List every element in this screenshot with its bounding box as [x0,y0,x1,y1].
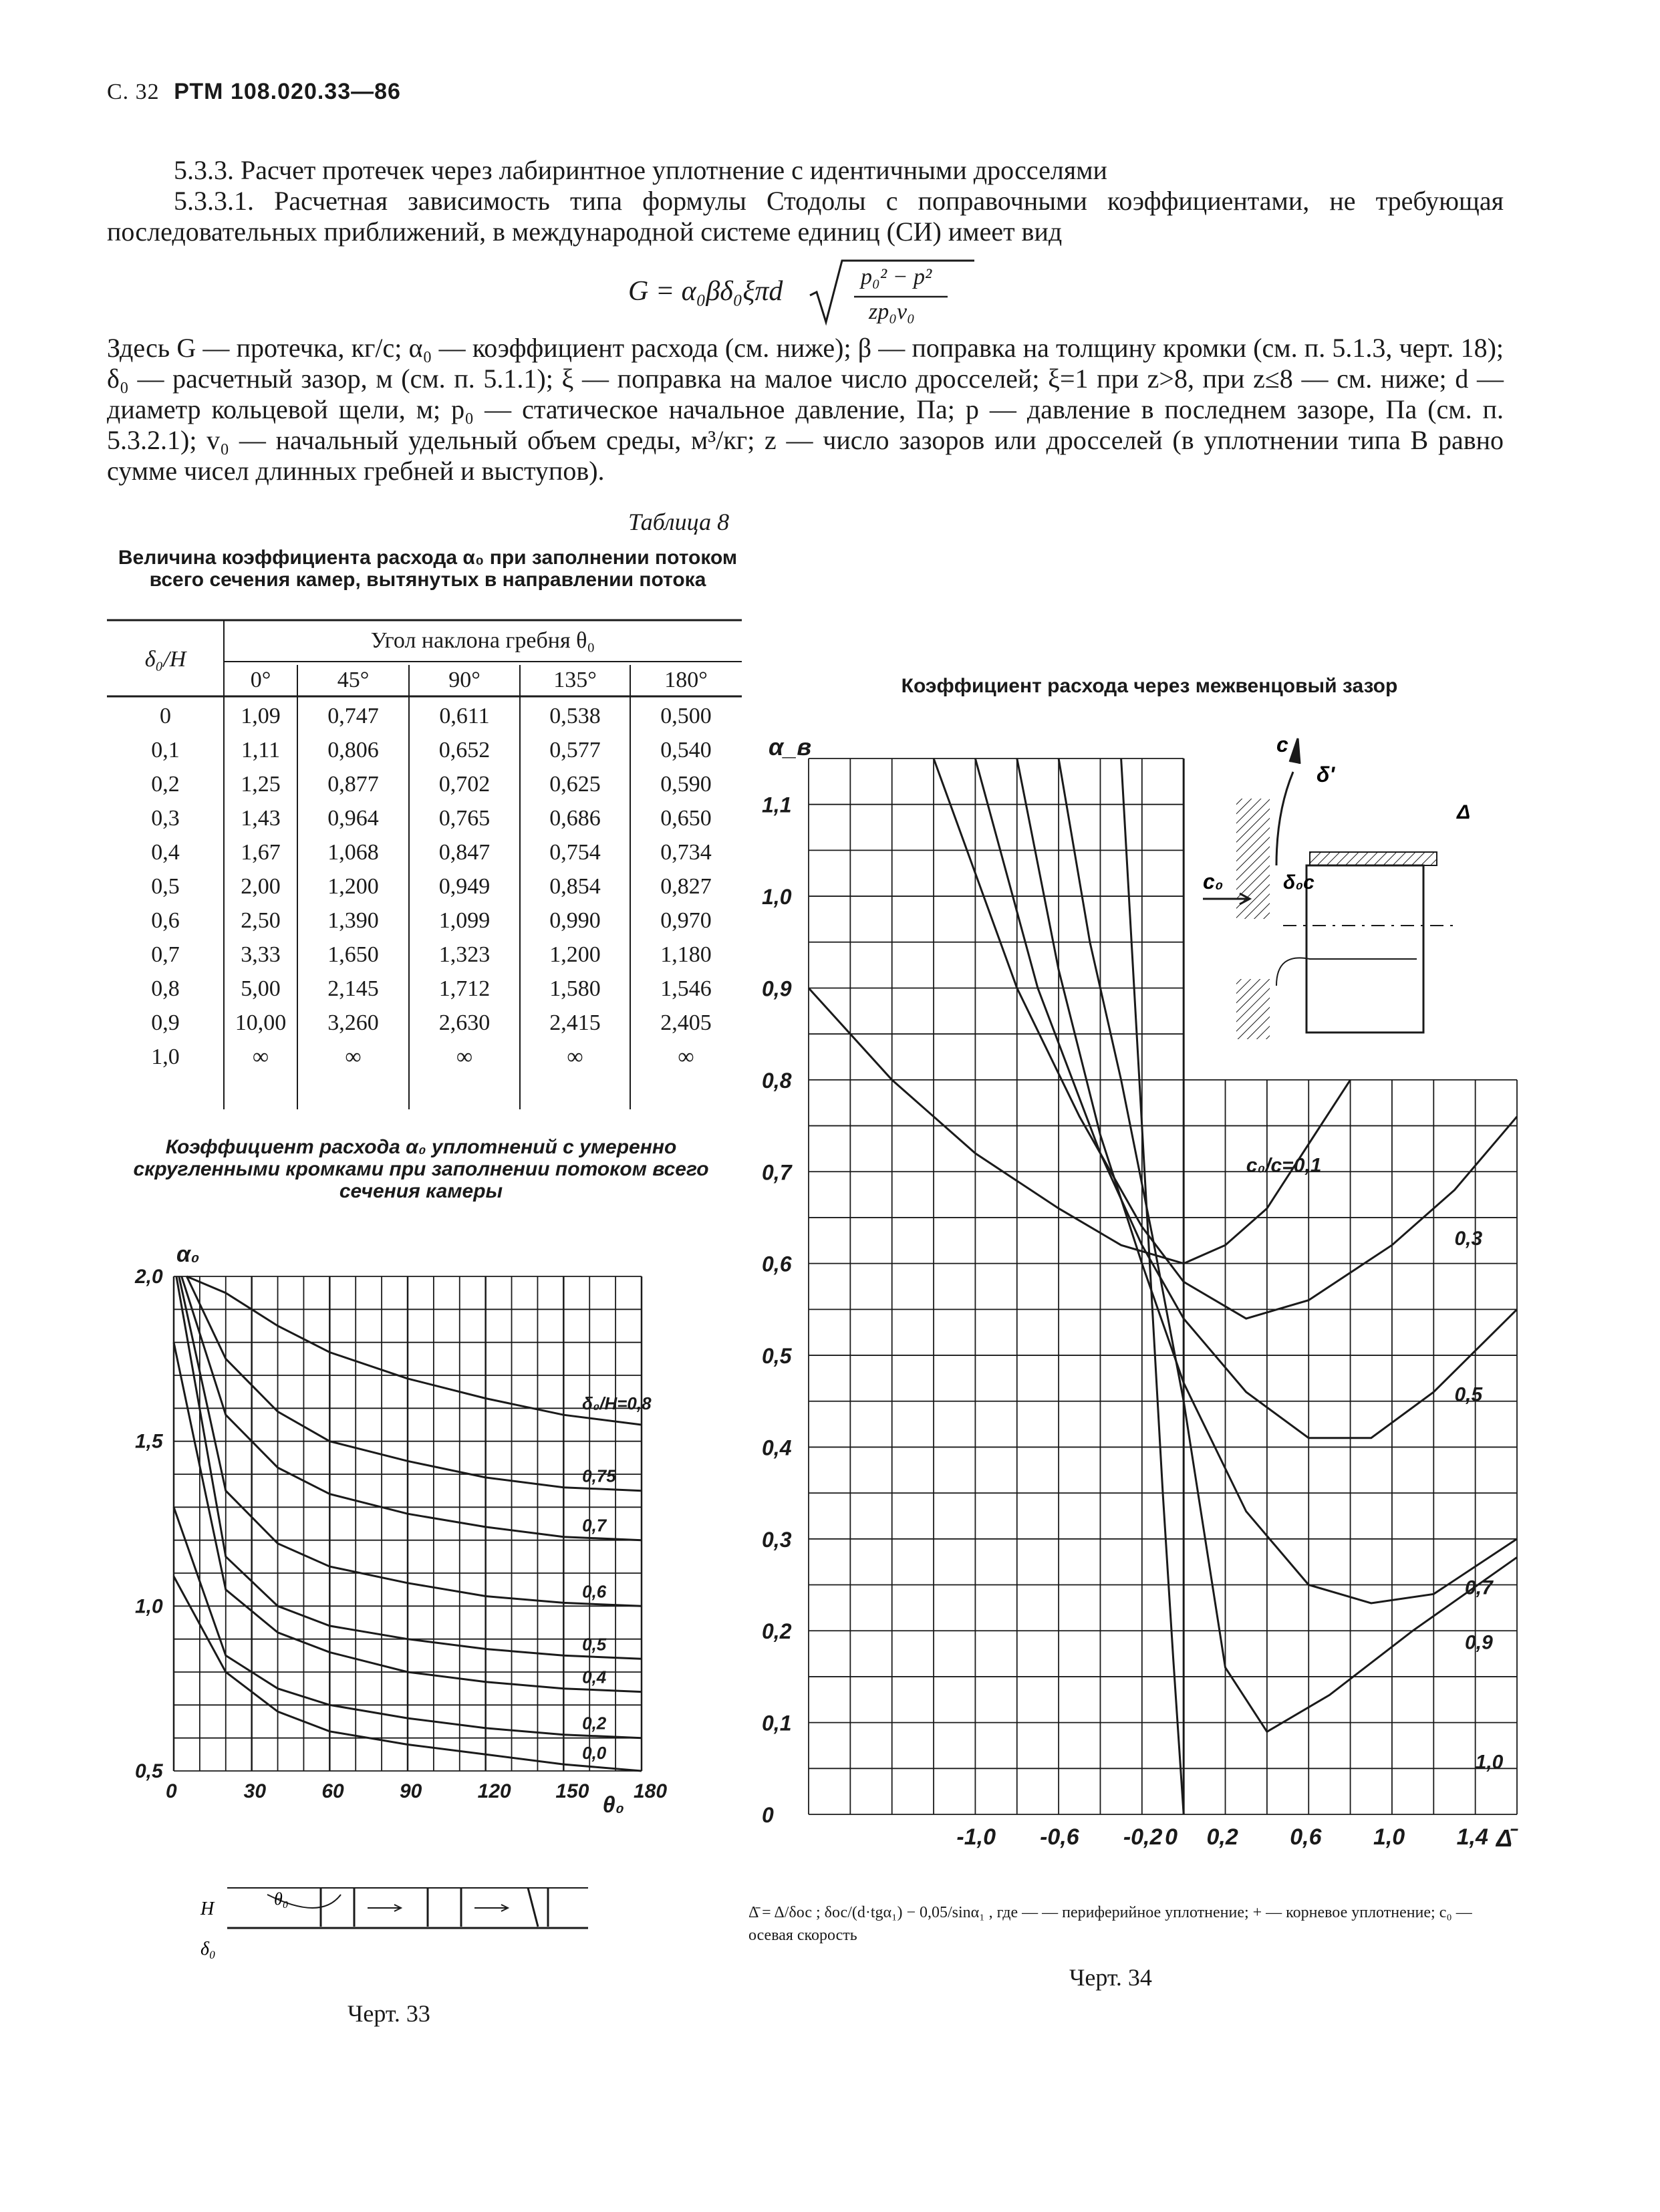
table8-cell: 0,806 [327,737,379,763]
table-row [107,904,742,938]
table-row [107,699,742,733]
document-code: РТМ 108.020.33—86 [174,79,401,104]
y-tick-label: 1,0 [762,885,792,910]
x-tick-label: 0,6 [1290,1824,1322,1850]
table8-cell: 0,538 [549,703,601,728]
y-tick-label: 0,1 [762,1711,792,1736]
table8-row-key: 0,3 [151,805,180,831]
table8-cell: 2,415 [549,1010,601,1035]
table8-cell: 1,67 [241,839,281,865]
x-tick-label: 60 [321,1780,344,1802]
table-row [107,835,742,869]
y-tick-label: 0,9 [762,976,792,1001]
table8-cell: 1,390 [327,908,379,933]
table-row [107,1040,742,1074]
chart33-series [174,1276,652,1771]
x-axis-label: θ₀ [602,1792,625,1818]
table8-cell: 0,686 [549,805,601,831]
chart33-grid [174,1276,642,1771]
x-tick-label: 90 [400,1780,422,1802]
table8-col-header: 45° [337,668,370,692]
table8-cell: 1,200 [327,873,379,899]
paragraph-legend: Здесь G — протечка, кг/с; α₀ — коэффициент расхода (см. ниже); β — поправка на толщину кромки (см. п. 5.1.3, черт. 18); δ₀ — расчетный зазор, м (см. п. 5.1.1); ξ — поправка на малое число дросселей; ξ=1 при z>8, при z≤8 — см. ниже; d — диаметр кольцевой щели, м; p₀ — статическое начальное давление, Па; p — давление в последнем зазоре, Па (см. п. 5.3.2.1); v₀ — начальный удельный объем среды, м³/кг; z — число зазоров или дросселей (в уплотнении типа В равно сумме чисел длинных гребней и выступов). [107,333,1504,486]
svg-text:θ₀: θ₀ [274,1889,289,1909]
table8-cell: 1,25 [241,771,281,797]
table8-cell: 0,577 [549,737,601,763]
y-tick-label: 0 [762,1803,774,1827]
y-tick-label: 1,0 [135,1595,163,1618]
formula-numerator: p₀² − p² [861,265,932,289]
series-label: 0,0 [582,1743,607,1764]
table8-cell: ∞ [678,1044,694,1069]
series-label: 0,9 [1465,1631,1493,1654]
series-label: 1,0 [1475,1751,1504,1774]
table-title: Величина коэффициента расхода α₀ при заполнении потоком всего сечения камер, вытянутых в направлении потока [118,547,738,591]
table8-cell: 1,43 [241,805,281,831]
table8-cell: 3,33 [241,942,281,967]
series-label: 0,2 [582,1713,607,1734]
x-tick-label: 30 [243,1780,267,1802]
table8-cell: 2,00 [241,873,281,899]
table8-row-key: 0,5 [151,873,180,899]
y-tick-label: 0,5 [762,1344,792,1369]
table8-cell: 0,877 [327,771,379,797]
x-tick-label: 1,0 [1373,1824,1405,1850]
chart33-seal-schematic [187,1868,601,1961]
x-tick-label: 0 [1165,1824,1178,1850]
series-line [1121,758,1184,1814]
table8-cell: 1,323 [438,942,491,967]
fig34-note: Δ̄ = Δ/δос ; δос/(d·tgα₁) − 0,05/sinα₁ , где — — периферийное уплотнение; + — корневое уплотнение; c₀ — осевая скорость [748,1904,1472,1944]
table-row [107,938,742,972]
svg-text:δ₀c: δ₀c [1283,871,1315,893]
y-axis-label: α₀ [176,1242,200,1267]
y-tick-label: 0,5 [135,1760,163,1782]
svg-text:δ': δ' [1317,763,1335,787]
table8-cell: 5,00 [241,976,281,1001]
svg-text:c: c [1276,732,1288,756]
chart34-title: Коэффициент расхода через межвенцовый зазор [901,675,1398,697]
table8-row-key: 1,0 [151,1044,180,1069]
y-tick-label: 0,7 [762,1160,792,1185]
x-tick-label: 0 [166,1780,177,1802]
table8-cell: 2,50 [241,908,281,933]
table8-cell: 1,068 [327,839,379,865]
table8-cell: 0,847 [438,839,491,865]
section-title: 5.3.3. Расчет протечек через лабиринтное уплотнение с идентичными дросселями [174,155,1107,185]
table8-body [107,699,742,1074]
table8-row-key: 0 [160,703,171,728]
x-tick-label: 120 [477,1780,511,1802]
page-number: С. 32 [107,80,160,104]
y-axis-label: α_в [769,733,812,761]
x-tick-label: 0,2 [1206,1824,1238,1850]
table8-row-key: 0,4 [151,839,180,865]
table8-col-header: 135° [553,668,597,692]
table8-cell: 0,964 [327,805,379,831]
table8-cell: 2,405 [660,1010,712,1035]
table8-cell: 0,540 [660,737,712,763]
chart34-inset-schematic [1176,732,1484,1039]
table8-cell: 2,145 [327,976,379,1001]
table8-col-header: 180° [664,668,708,692]
table8-cell: 1,650 [327,942,379,967]
table-row [107,801,742,835]
paragraph-intro: 5.3.3.1. Расчетная зависимость типа формулы Стодолы с поправочными коэффициентами, не требующая последовательных приближений, в международной системе единиц (СИ) имеет вид [107,186,1504,247]
series-label: 0,5 [1454,1383,1483,1406]
y-tick-label: 0,3 [762,1527,792,1552]
table-row [107,767,742,801]
table8-cell: 1,09 [241,703,281,728]
x-tick-label: -0,6 [1040,1824,1079,1850]
y-tick-label: 0,8 [762,1068,792,1093]
formula [628,255,1029,329]
series-line [176,1276,642,1659]
series-label: 0,4 [582,1667,607,1687]
table8-cell: ∞ [252,1044,269,1069]
table-label: Таблица 8 [628,509,730,535]
series-label: 0,3 [1454,1228,1483,1250]
table8-cell: ∞ [456,1044,473,1069]
y-tick-label: 0,4 [762,1435,792,1460]
table8-cell: 0,747 [327,703,379,728]
table8-row-key: 0,6 [151,908,180,933]
y-tick-label: 0,2 [762,1619,792,1644]
svg-text:c₀: c₀ [1203,869,1224,893]
svg-text:H: H [200,1899,215,1919]
table8-cell: 0,590 [660,771,712,797]
series-label: 0,7 [582,1515,607,1536]
svg-text:δ₀: δ₀ [200,1939,216,1959]
table8-row-key: 0,1 [151,737,180,763]
fig33-label: Черт. 33 [348,2000,430,2027]
table8-cell: 0,702 [438,771,491,797]
y-tick-label: 1,1 [762,793,792,817]
table8-cell: ∞ [345,1044,362,1069]
series-line [186,1276,642,1425]
table-row [107,733,742,767]
table8-row-header: δ₀/H [144,647,186,672]
y-tick-label: 1,5 [135,1430,163,1453]
x-tick-label: 180 [634,1780,668,1802]
chart33 [107,1230,695,1851]
page-header [107,79,401,105]
series-label: 0,6 [582,1581,607,1602]
table8-cell: 3,260 [327,1010,379,1035]
table8-cell: 1,200 [549,942,601,967]
formula-lhs: G = α₀βδ₀ξπd [628,276,783,307]
table8-col-header: 90° [448,668,480,692]
series-label: 0,75 [582,1466,616,1486]
series-label: δ₀/H=0,8 [582,1393,652,1414]
table-row [107,869,742,904]
table8-cell: 0,754 [549,839,601,865]
table8-cell: ∞ [567,1044,583,1069]
table8-cell: 1,712 [438,976,491,1001]
table8-cell: 0,625 [549,771,601,797]
fig34-label: Черт. 34 [1069,1964,1152,1991]
table8-row-key: 0,9 [151,1010,180,1035]
table8-row-key: 0,8 [151,976,180,1001]
x-tick-label: -0,2 [1123,1824,1163,1850]
table8-group-header: Угол наклона гребня θ₀ [370,628,595,653]
table8-cell: 1,546 [660,976,712,1001]
table-row [107,972,742,1006]
table8-row-key: 0,7 [151,942,180,967]
series-line [186,1276,642,1491]
table8-cell: 10,00 [235,1010,287,1035]
table8-cell: 1,580 [549,976,601,1001]
table8-cell: 0,970 [660,908,712,933]
table8-row-key: 0,2 [151,771,180,797]
table8-cell: 1,11 [241,737,281,763]
table-row [107,1006,742,1040]
svg-text:Δ: Δ [1457,801,1471,823]
series-label: 0,5 [582,1634,607,1655]
table8-cell: 0,611 [439,703,490,728]
x-axis-label: Δ̄ [1496,1824,1512,1852]
table8-cell: 0,652 [438,737,491,763]
table8-cell: 0,827 [660,873,712,899]
x-tick-label: 150 [555,1780,589,1802]
y-tick-label: 0,6 [762,1252,792,1276]
series-label: 0,7 [1465,1576,1493,1599]
series-label: c₀/c=0,1 [1246,1154,1322,1177]
formula-denominator: zp₀v₀ [869,299,915,324]
table8-cell: 1,099 [438,908,491,933]
table8-cell: 0,990 [549,908,601,933]
table8 [107,620,742,1074]
table8-cell: 0,854 [549,873,601,899]
table8-cell: 1,180 [660,942,712,967]
table8-cell: 0,500 [660,703,712,728]
x-tick-label: 1,4 [1456,1824,1488,1850]
table8-cell: 0,765 [438,805,491,831]
chart33-title: Коэффициент расхода α₀ уплотнений с умеренно скругленными кромками при заполнении потоком всего сечения камеры [133,1136,709,1202]
table8-cell: 2,630 [438,1010,491,1035]
table8-cell: 0,949 [438,873,491,899]
table8-cell: 0,650 [660,805,712,831]
x-tick-label: -1,0 [956,1824,996,1850]
table8-col-header: 0° [250,668,271,692]
table8-cell: 0,734 [660,839,712,865]
y-tick-label: 2,0 [135,1266,163,1288]
